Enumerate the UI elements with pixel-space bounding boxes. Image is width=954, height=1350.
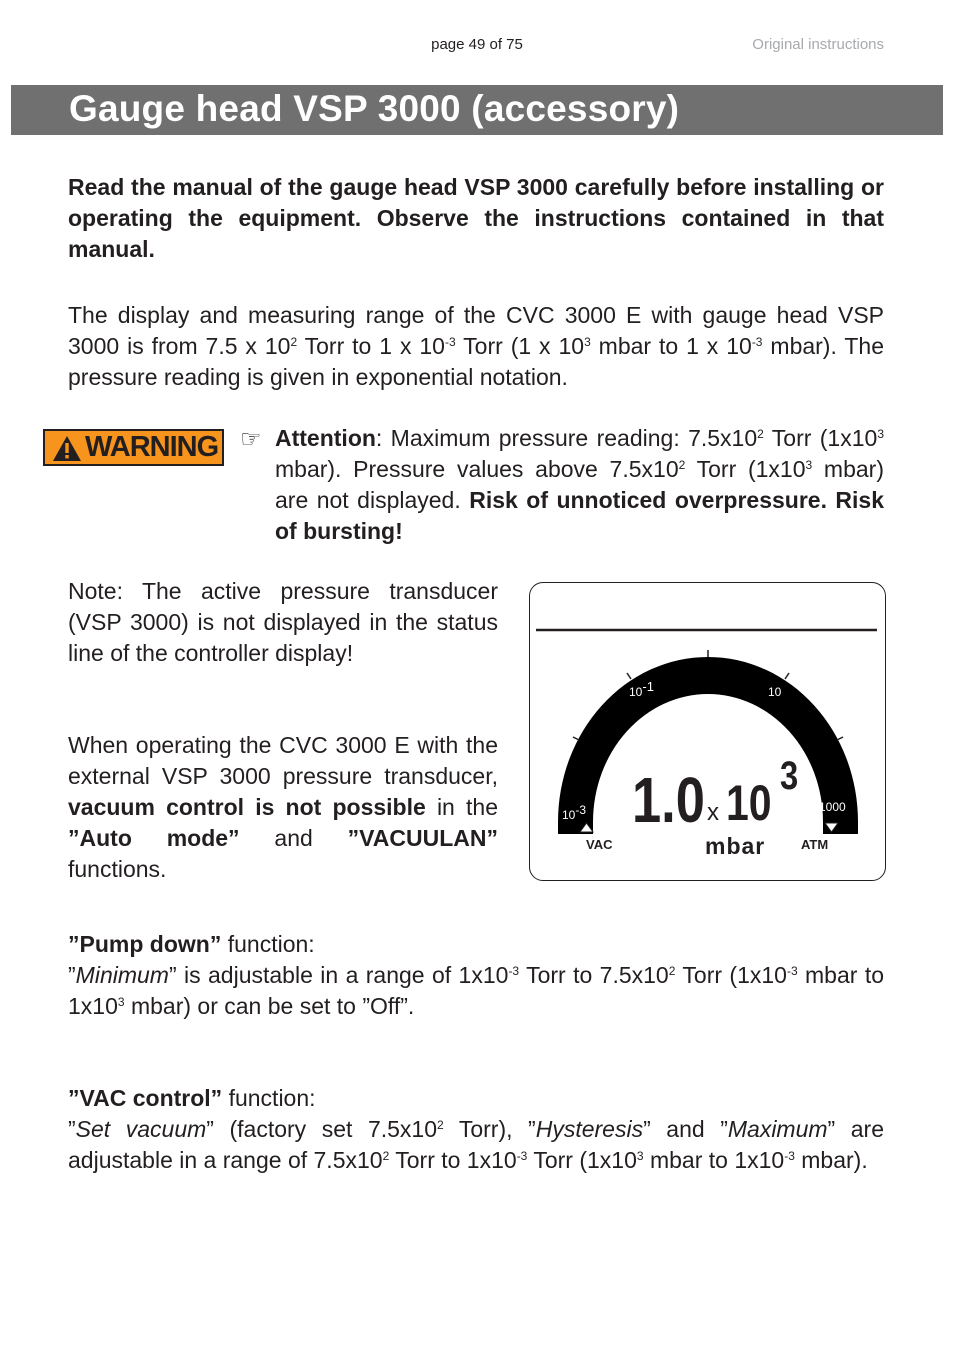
tick-mark: [837, 737, 843, 740]
pointing-hand-icon: ☞: [240, 426, 262, 453]
warning-triangle-icon: [52, 435, 82, 462]
section-title: Gauge head VSP 3000 (accessory): [69, 88, 680, 129]
document-label: Original instructions: [752, 36, 884, 53]
range-paragraph: The display and measuring range of the CVC 3000 E with gauge head VSP 3000 is from 7.5 x $10^2$ Torr to 1 x $10^{-3}$ Torr (1 x $10^3$ mbar to 1 x $10^{-3}$ mbar). The pressure reading is given in exponential notation.: [68, 302, 884, 390]
scale-label-inner-left: 10-1: [628, 678, 654, 699]
note-paragraph: Note: The active pressure transducer (VSP 3000) is not displayed in the status line of the controller display!: [68, 578, 498, 666]
tick-mark: [573, 737, 579, 740]
unit-label: mbar: [704, 832, 765, 859]
tick-mark: [785, 673, 789, 679]
warning-text: Attention: Maximum pressure reading: $7.5x10^2$ Torr ($1x10^3$ mbar). Pressure values above $7.5x10^2$ Torr ($1x10^3$ mbar) are not displayed. Risk of unnoticed overpressure. Risk of bursting!: [275, 425, 885, 544]
pump-down-paragraph: ”Pump down” function: ”Minimum” is adjustable in a range of $1x10^{-3}$ Torr to $7.5x10^2$ Torr ($1x10^{-3}$ mbar to $1x10^3$ mbar) or can be set to ”Off”.: [68, 931, 884, 1019]
warning-badge-label: WARNING: [85, 431, 219, 463]
scale-label-left: 10-3: [561, 802, 586, 822]
intro-paragraph: Read the manual of the gauge head VSP 3000 carefully before installing or operating the equipment. Observe the instructions contained in that manual.: [68, 174, 884, 262]
reading-exponent: 3: [779, 752, 798, 798]
vac-control-paragraph: ”VAC control” function: ”Set vacuum” (factory set $7.5x10^2$ Torr), ”Hysteresis” and ”Maximum” are adjustable in a range of $7.5x10^2$ Torr to $1x10^{-3}$ Torr ($1x10^3$ mbar to $1x10^{-3}$ mbar).: [68, 1085, 884, 1173]
reading-base: 10: [725, 774, 772, 831]
reading-times-symbol: x: [706, 798, 719, 826]
tick-mark: [627, 673, 631, 679]
section-title-bar: [11, 85, 943, 135]
controller-display: [529, 582, 886, 881]
scale-label-inner-right: 10: [767, 684, 781, 699]
gauge-graphic: [529, 582, 886, 881]
scale-label-right: 1000: [818, 799, 846, 814]
vac-label: VAC: [585, 836, 612, 852]
operating-paragraph: When operating the CVC 3000 E with the external VSP 3000 pressure transducer, vacuum control is not possible in the ”Auto mode” and ”VACUULAN” functions.: [68, 732, 498, 882]
pressure-reading: 1.0: [631, 764, 705, 836]
page-number: page 49 of 75: [431, 36, 523, 53]
atm-label: ATM: [800, 836, 828, 852]
warning-badge: [43, 429, 224, 466]
